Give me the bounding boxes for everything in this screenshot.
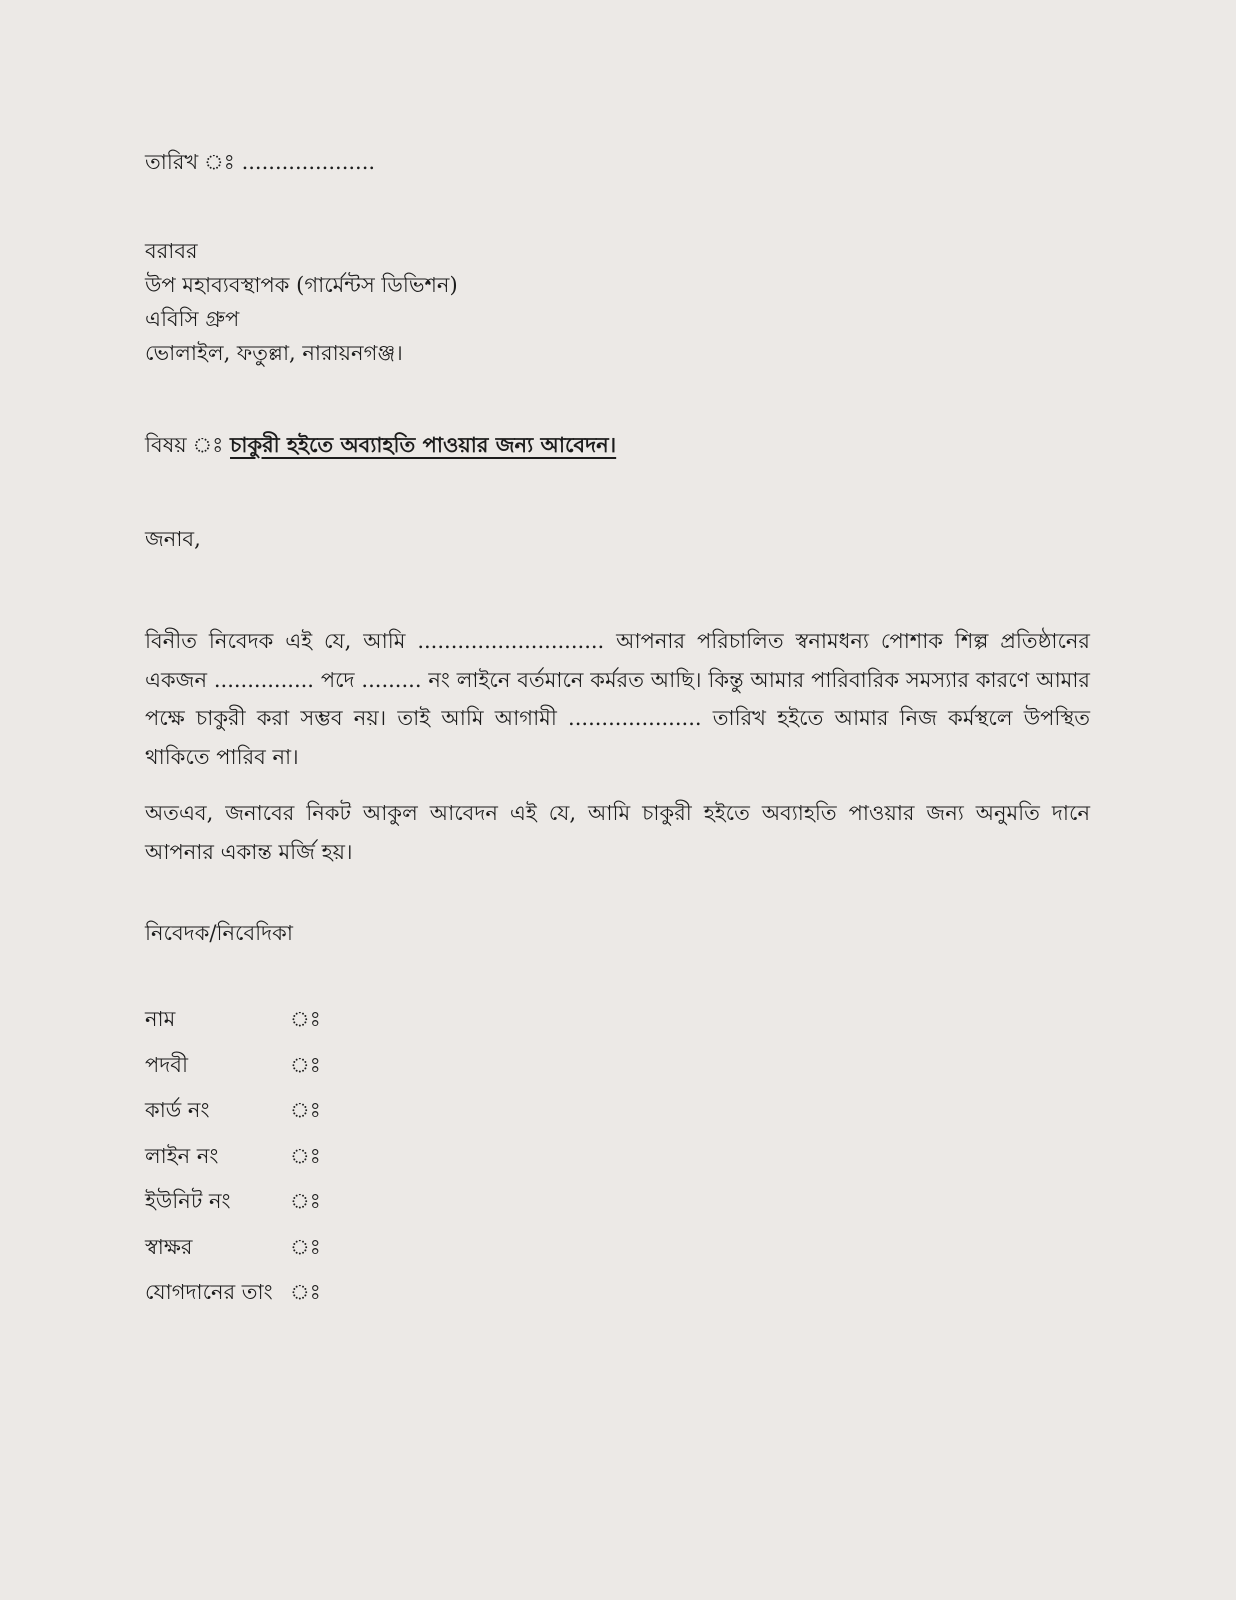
field-label-signature: স্বাক্ষর: [145, 1234, 193, 1259]
subject-label: বিষয় ঃ: [145, 433, 224, 457]
date-line: [145, 145, 375, 179]
body-paragraph-2: অতএব, জনাবের নিকট আকুল আবেদন এই যে, আমি চাকুরী হইতে অব্যাহতি পাওয়ার জন্য অনুমতি দানে আপনার একান্ত মর্জি হয়।: [145, 801, 1090, 864]
field-separator: ঃ: [290, 1280, 321, 1304]
field-row-unit-no: [145, 1185, 321, 1231]
recipient-address: [145, 234, 458, 370]
field-label-card-no: কার্ড নং: [145, 1098, 210, 1122]
field-row-joining-date: [145, 1276, 321, 1322]
closing-signoff: নিবেদক/নিবেদিকা: [145, 921, 293, 945]
date-blank: ....................: [241, 150, 376, 174]
field-label-line-no: লাইন নং: [145, 1143, 219, 1168]
field-separator: ঃ: [290, 1098, 321, 1122]
field-separator: ঃ: [290, 1189, 321, 1213]
field-row-card-no: [145, 1094, 321, 1140]
subject-text: চাকুরী হইতে অব্যাহতি পাওয়ার জন্য আবেদন।: [230, 432, 617, 457]
field-row-signature: [145, 1231, 321, 1277]
field-separator: ঃ: [290, 1007, 321, 1031]
field-label-designation: পদবী: [145, 1052, 188, 1077]
recipient-line-salutation-to: বরাবর: [145, 239, 198, 263]
field-label-unit-no: ইউনিট নং: [145, 1189, 231, 1213]
field-separator: ঃ: [290, 1143, 321, 1168]
recipient-line-company: এবিসি গ্রুপ: [145, 307, 240, 331]
applicant-details: [145, 1003, 321, 1322]
field-label-joining-date: যোগদানের তাং: [145, 1280, 273, 1304]
field-label-name: নাম: [145, 1007, 176, 1031]
field-separator: ঃ: [290, 1052, 321, 1077]
subject-line: [145, 428, 616, 462]
date-label: তারিখ ঃ: [145, 150, 235, 174]
recipient-line-designation: উপ মহাব্যবস্থাপক (গার্মেন্টস ডিভিশন): [145, 273, 458, 297]
salutation: জনাব,: [145, 527, 201, 551]
field-row-line-no: [145, 1140, 321, 1186]
recipient-line-location: ভোলাইল, ফতুল্লা, নারায়নগঞ্জ।: [145, 341, 403, 365]
field-row-name: [145, 1003, 321, 1049]
field-separator: ঃ: [290, 1234, 321, 1259]
field-row-designation: [145, 1049, 321, 1095]
body-paragraph-1: বিনীত নিবেদক এই যে, আমি ............................ আপনার পরিচালিত স্বনামধন্য পোশাক শিল্প প্রতিষ্ঠানের একজন ............... পদে ......... নং লাইনে বর্তমানে কর্মরত আছি। কিন্তু আমার পারিবারিক সমস্যার কারণে আমার পক্ষে চাকুরী করা সম্ভব নয়। তাই আমি আগামী .................... তারিখ হইতে আমার নিজ কর্মস্থলে উপস্থিত থাকিতে পারিব না।: [145, 629, 1090, 769]
